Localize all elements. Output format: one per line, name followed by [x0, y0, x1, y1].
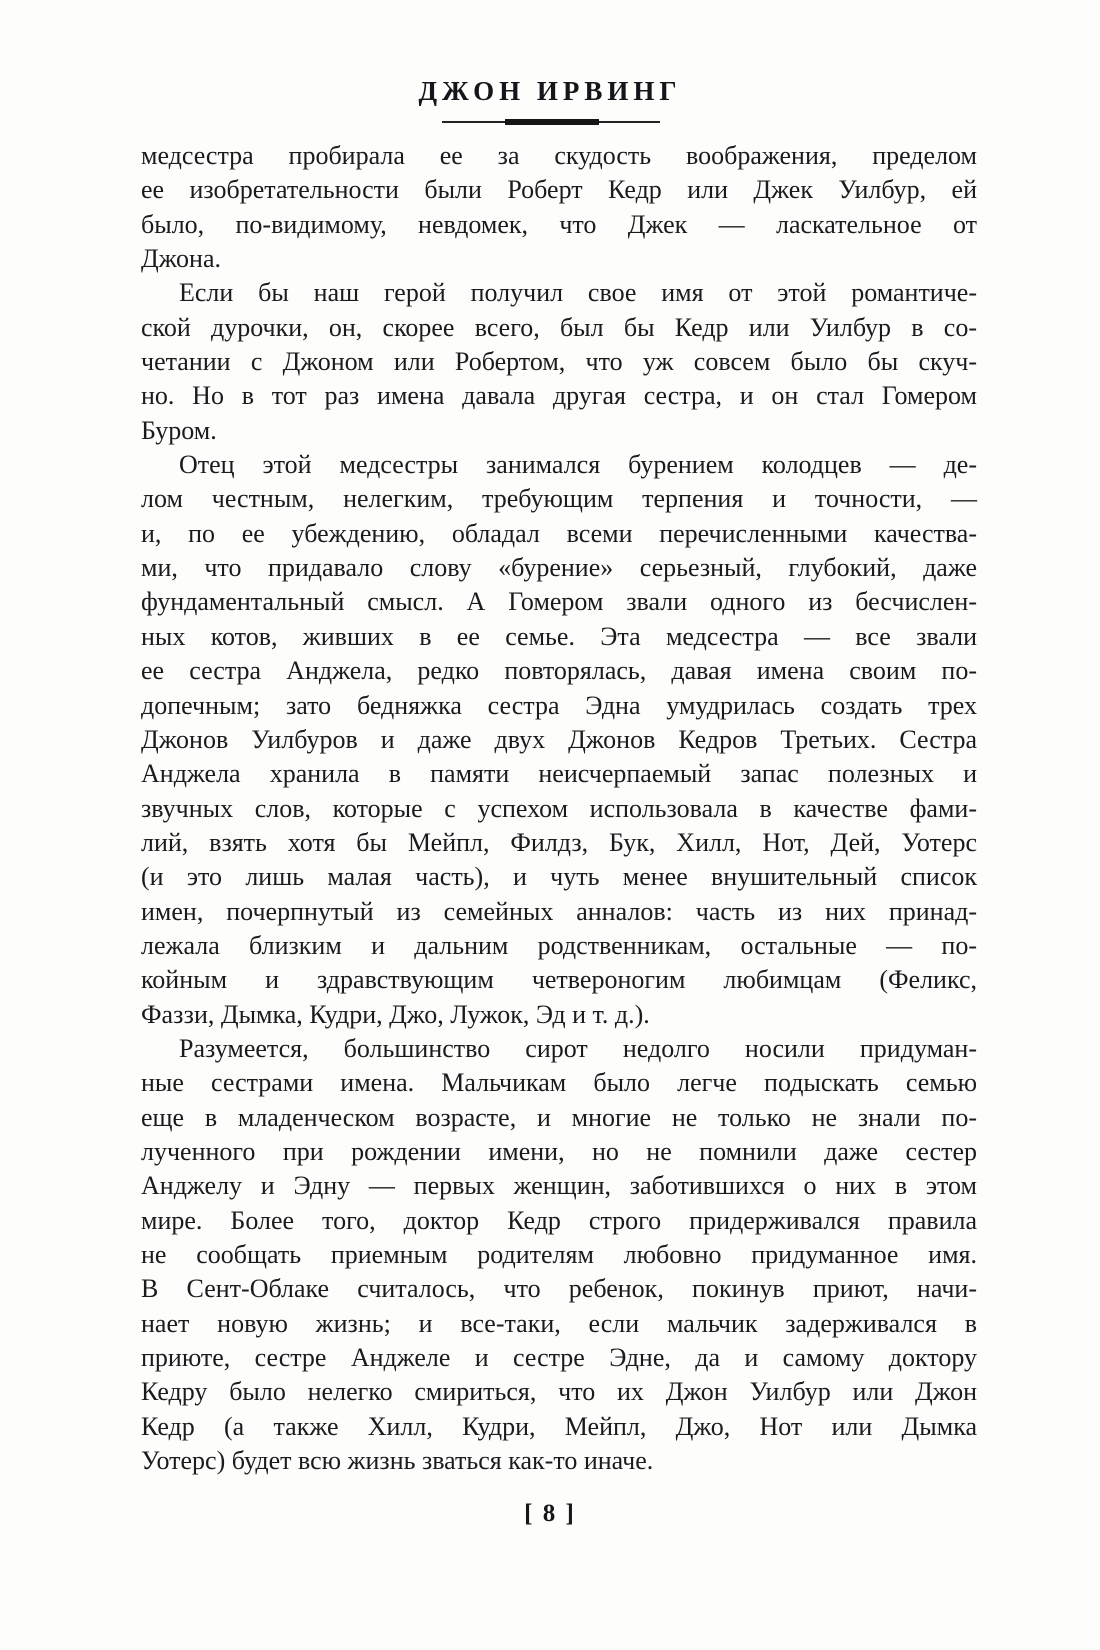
text-line: Если бы наш герой получил свое имя от этой романтиче- [179, 278, 977, 308]
text-line: Отец этой медсестры занимался бурением колодцев — де- [179, 450, 977, 480]
text-line: мире. Более того, доктор Кедр строго придерживался правила [141, 1205, 977, 1235]
text-line: не сообщать приемным родителям любовно придуманное имя. [141, 1240, 977, 1269]
decorative-rule [442, 117, 660, 126]
text-line: звучных слов, которые с успехом использовала в качестве фами- [141, 793, 977, 823]
text-line: Анджела хранила в памяти неисчерпаемый запас полезных и [141, 759, 977, 789]
rule-thick-segment [505, 119, 599, 125]
text-line: лученного при рождении имени, но не помнили даже сестер [141, 1136, 977, 1166]
text-line: было, по-видимому, невдомек, что Джек — ласкательное от [141, 209, 977, 239]
text-line: допечным; зато бедняжка сестра Эдна умудрилась создать трех [141, 690, 977, 720]
text-line: Уотерс) будет всю жизнь зваться как-то иначе. [141, 1446, 654, 1476]
text-line: ее изобретательности были Роберт Кедр или Джек Уилбур, ей [141, 175, 977, 205]
text-line: ее сестра Анджела, редко повторялась, давая имена своим по- [141, 656, 977, 686]
text-line: но. Но в тот раз имена давала другая сестра, и он стал Гомером [141, 381, 977, 411]
text-line: ные сестрами имена. Мальчикам было легче подыскать семью [141, 1068, 977, 1098]
text-line: ных котов, живших в ее семье. Эта медсестра — все звали [141, 621, 977, 651]
page-number: [ 8 ] [524, 1500, 576, 1527]
text-line: Буром. [141, 415, 217, 445]
text-line: (и это лишь малая часть), и чуть менее внушительный список [141, 862, 977, 892]
paragraph [141, 276, 977, 448]
paragraph [141, 139, 977, 276]
text-line: ской дурочки, он, скорее всего, был бы Кедр или Уилбур в со- [141, 312, 977, 342]
text-line: медсестра пробирала ее за скудость воображения, пределом [141, 141, 977, 170]
text-line: нает новую жизнь; и все-таки, если мальчик задерживался в [141, 1308, 977, 1338]
text-line: лий, взять хотя бы Мейпл, Филдз, Бук, Хилл, Нот, Дей, Уотерс [141, 827, 977, 857]
text-line: приюте, сестре Анджеле и сестре Эдне, да и самому доктору [141, 1343, 977, 1373]
text-line: ми, что придавало слову «бурение» серьезный, глубокий, даже [141, 553, 977, 583]
text-line: койным и здравствующим четвероногим любимцам (Феликс, [141, 965, 977, 995]
text-line: В Сент-Облаке считалось, что ребенок, покинув приют, начи- [141, 1274, 977, 1304]
text-line: Разумеется, большинство сирот недолго носили придуман- [179, 1033, 977, 1063]
text-line: лежала близким и дальним родственникам, остальные — по- [141, 930, 977, 960]
page-footer [0, 1500, 1100, 1528]
text-line: лом честным, нелегким, требующим терпения и точности, — [141, 484, 977, 514]
text-line: еще в младенческом возрасте, и многие не только не знали по- [141, 1102, 977, 1132]
text-line: Джонов Уилбуров и даже двух Джонов Кедров Третьих. Сестра [141, 724, 977, 754]
text-line: четании с Джоном или Робертом, что уж совсем было бы скуч- [141, 347, 977, 377]
text-line: Кедру было нелегко смириться, что их Джон Уилбур или Джон [141, 1377, 977, 1407]
text-line: и, по ее убеждению, обладал всеми перечисленными качества- [141, 518, 977, 548]
text-line: имен, почерпнутый из семейных анналов: часть из них принад- [141, 896, 977, 926]
author-header: ДЖОН ИРВИНГ [418, 76, 682, 106]
text-line: фундаментальный смысл. А Гомером звали одного из бесчислен- [141, 587, 977, 617]
text-line: Кедр (а также Хилл, Кудри, Мейпл, Джо, Нот или Дымка [141, 1411, 977, 1441]
text-line: Анджелу и Эдну — первых женщин, заботившихся о них в этом [141, 1171, 977, 1201]
paragraph [141, 1032, 977, 1478]
text-line: Джона. [141, 244, 222, 274]
body-text-column [141, 139, 977, 1478]
paragraph [141, 448, 977, 1032]
text-line: Фаззи, Дымка, Кудри, Джо, Лужок, Эд и т. д.). [141, 999, 650, 1029]
